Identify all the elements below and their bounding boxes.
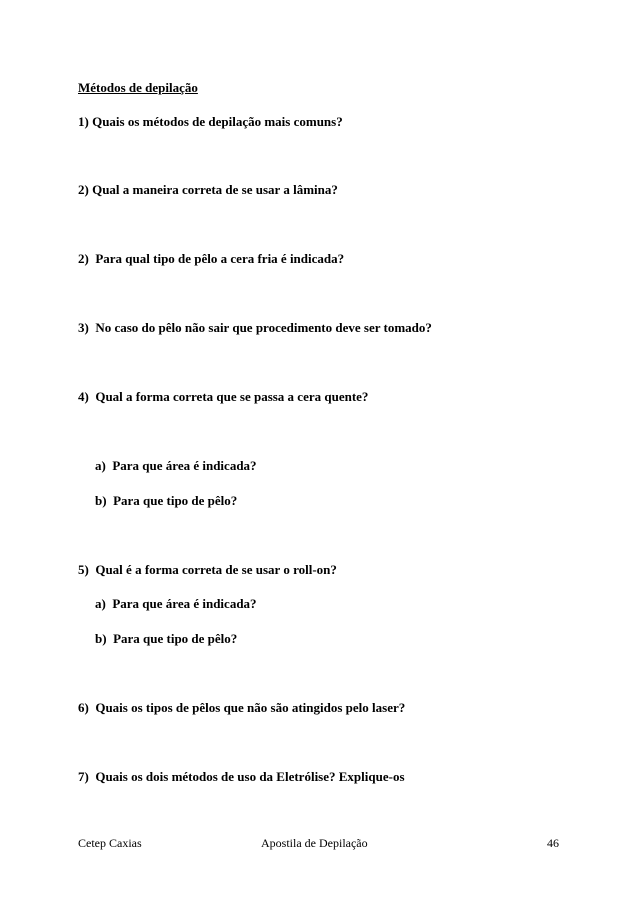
sub-question-letter: b): [95, 631, 107, 646]
question-text: No caso do pêlo não sair que procedimento deve ser tomado?: [95, 320, 432, 335]
sub-question-5a: [95, 596, 257, 612]
question-number: 5): [78, 562, 89, 577]
question-number: 6): [78, 700, 89, 715]
question-number: 1): [78, 114, 89, 129]
sub-question-letter: a): [95, 458, 106, 473]
question-7: [78, 700, 405, 716]
page-number: 46: [547, 836, 559, 850]
question-text: Qual é a forma correta de se usar o roll-on?: [95, 562, 337, 577]
question-1: [78, 114, 343, 130]
sub-question-text: Para que tipo de pêlo?: [113, 493, 238, 508]
sub-question-5b: [95, 631, 237, 647]
sub-question-letter: a): [95, 596, 106, 611]
question-number: 7): [78, 769, 89, 784]
sub-question-text: Para que área é indicada?: [112, 458, 257, 473]
page-title: Métodos de depilação: [78, 80, 198, 95]
question-5: [78, 389, 368, 405]
question-number: 2): [78, 251, 89, 266]
question-text: Quais os tipos de pêlos que não são atingidos pelo laser?: [95, 700, 406, 715]
question-4: [78, 320, 432, 336]
question-text: Qual a forma correta que se passa a cera quente?: [95, 389, 369, 404]
question-8: [78, 769, 405, 785]
question-number: 2): [78, 182, 89, 197]
question-2: [78, 182, 338, 198]
footer-center: Apostila de Depilação: [261, 836, 368, 850]
sub-question-4a: [95, 458, 257, 474]
sub-question-text: Para que tipo de pêlo?: [113, 631, 238, 646]
question-text: Qual a maneira correta de se usar a lâmina?: [92, 182, 338, 197]
question-number: 4): [78, 389, 89, 404]
question-text: Quais os dois métodos de uso da Eletrólise? Explique-os: [95, 769, 405, 784]
question-text: Para qual tipo de pêlo a cera fria é indicada?: [95, 251, 345, 266]
sub-question-text: Para que área é indicada?: [112, 596, 257, 611]
sub-question-4b: [95, 493, 237, 509]
question-6: [78, 562, 337, 578]
question-number: 3): [78, 320, 89, 335]
question-3: [78, 251, 344, 267]
footer-left: Cetep Caxias: [78, 836, 142, 850]
sub-question-letter: b): [95, 493, 107, 508]
question-text: Quais os métodos de depilação mais comuns?: [92, 114, 343, 129]
